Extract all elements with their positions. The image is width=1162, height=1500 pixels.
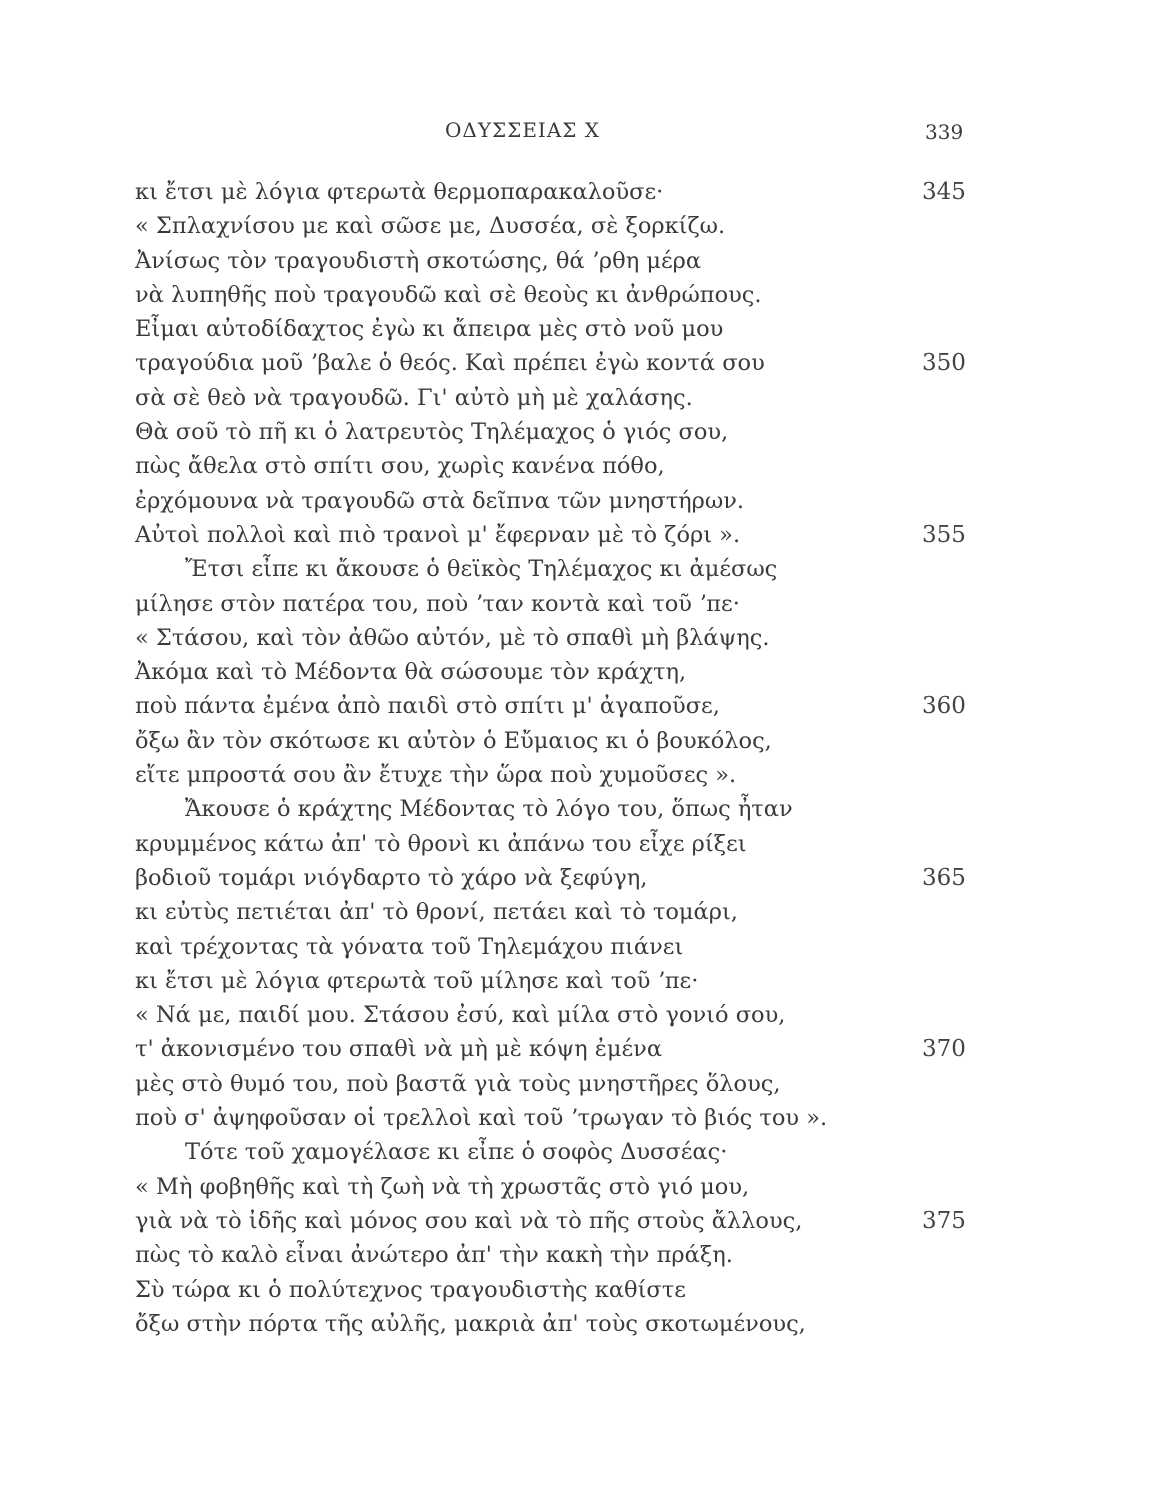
verse-line	[135, 1101, 975, 1135]
verse-text: Σὺ τώρα κι ὁ πολύτεχνος τραγουδιστὴς καθίστε	[135, 1276, 686, 1303]
verse-text: Τότε τοῦ χαμογέλασε κι εἶπε ὁ σοφὸς Δυσσέας·	[185, 1139, 728, 1166]
verse-text: ποὺ σ' ἀψηφοῦσαν οἱ τρελλοὶ καὶ τοῦ ʼτρωγαν τὸ βιός του ».	[135, 1105, 828, 1132]
verse-line	[135, 175, 975, 209]
line-number: 350	[922, 350, 966, 377]
verse-line	[135, 1170, 975, 1204]
verse-line	[135, 244, 975, 278]
verse-text: ὄξω στὴν πόρτα τῆς αὐλῆς, μακριὰ ἀπ' τοὺς σκοτωμένους,	[135, 1310, 806, 1337]
verse-text: πὼς τὸ καλὸ εἶναι ἀνώτερο ἀπ' τὴν κακὴ τὴν πράξη.	[135, 1242, 733, 1269]
verse-text: τ' ἀκονισμένο του σπαθὶ νὰ μὴ μὲ κόψη ἐμένα	[135, 1036, 663, 1063]
verse-text: πὼς ἄθελα στὸ σπίτι σου, χωρὶς κανένα πόθο,	[135, 453, 665, 480]
verse-text: Ἀνίσως τὸν τραγουδιστὴ σκοτώσης, θά ʼρθη μέρα	[135, 247, 702, 274]
verse-line	[135, 861, 975, 895]
verse-line	[135, 827, 975, 861]
verse-text: « Νά με, παιδί μου. Στάσου ἐσύ, καὶ μίλα στὸ γονιό σου,	[135, 1002, 786, 1029]
verse-line	[135, 381, 975, 415]
verse-text: Εἶμαι αὐτοδίδαχτος ἐγὼ κι ἄπειρα μὲς στὸ νοῦ μου	[135, 316, 724, 343]
verse-text: κι ἔτσι μὲ λόγια φτερωτὰ τοῦ μίλησε καὶ τοῦ ʼπε·	[135, 967, 699, 994]
verse-line	[135, 792, 975, 826]
line-number: 355	[922, 521, 966, 548]
verse-line	[135, 1135, 975, 1169]
verse-text: εἴτε μπροστά σου ἂν ἔτυχε τὴν ὥρα ποὺ χυμοῦσες ».	[135, 762, 737, 789]
verse-text: Αὐτοὶ πολλοὶ καὶ πιὸ τρανοὶ μ' ἔφερναν μὲ τὸ ζόρι ».	[135, 521, 741, 548]
verse-text: ποὺ πάντα ἐμένα ἀπὸ παιδὶ στὸ σπίτι μ' ἀγαποῦσε,	[135, 693, 720, 720]
verse-line	[135, 1238, 975, 1272]
verse-text: « Μὴ φοβηθῆς καὶ τὴ ζωὴ νὰ τὴ χρωστᾶς στὸ γιό μου,	[135, 1173, 750, 1200]
verse-text: μὲς στὸ θυμό του, ποὺ βαστᾶ γιὰ τοὺς μνηστῆρες ὅλους,	[135, 1070, 781, 1097]
verse-line	[135, 621, 975, 655]
verse-text: ἐρχόμουνα νὰ τραγουδῶ στὰ δεῖπνα τῶν μνηστήρων.	[135, 487, 745, 514]
verse-block	[135, 175, 975, 1341]
verse-text: βοδιοῦ τομάρι νιόγδαρτο τὸ χάρο νὰ ξεφύγη,	[135, 864, 648, 891]
verse-text: Ἔτσι εἶπε κι ἄκουσε ὁ θεϊκὸς Τηλέμαχος κι ἀμέσως	[185, 556, 778, 583]
verse-text: μίλησε στὸν πατέρα του, ποὺ ʼταν κοντὰ καὶ τοῦ ʼπε·	[135, 590, 740, 617]
verse-line	[135, 1032, 975, 1066]
running-head	[0, 118, 1162, 148]
verse-line	[135, 415, 975, 449]
verse-line	[135, 484, 975, 518]
verse-line	[135, 998, 975, 1032]
verse-text: Ἀκόμα καὶ τὸ Μέδοντα θὰ σώσουμε τὸν κράχτη,	[135, 659, 687, 686]
verse-line	[135, 758, 975, 792]
verse-line	[135, 449, 975, 483]
verse-line	[135, 1067, 975, 1101]
verse-line	[135, 1273, 975, 1307]
verse-text: κι εὐτὺς πετιέται ἀπ' τὸ θρονί, πετάει καὶ τὸ τομάρι,	[135, 899, 738, 926]
line-number: 345	[922, 179, 966, 205]
verse-text: Θὰ σοῦ τὸ πῆ κι ὁ λατρευτὸς Τηλέμαχος ὁ γιός σου,	[135, 419, 729, 446]
verse-line	[135, 1307, 975, 1341]
verse-text: κι ἔτσι μὲ λόγια φτερωτὰ θερμοπαρακαλοῦσε·	[135, 179, 664, 205]
verse-line	[135, 1204, 975, 1238]
verse-line	[135, 689, 975, 723]
verse-text: νὰ λυπηθῆς ποὺ τραγουδῶ καὶ σὲ θεοὺς κι ἀνθρώπους.	[135, 281, 762, 308]
verse-line	[135, 209, 975, 243]
verse-line	[135, 518, 975, 552]
verse-line	[135, 312, 975, 346]
verse-text: « Σπλαχνίσου με καὶ σῶσε με, Δυσσέα, σὲ ξορκίζω.	[135, 213, 726, 240]
verse-text: τραγούδια μοῦ ʼβαλε ὁ θεός. Καὶ πρέπει ἐγὼ κοντά σου	[135, 350, 765, 377]
verse-line	[135, 895, 975, 929]
verse-line	[135, 930, 975, 964]
verse-text: γιὰ νὰ τὸ ἰδῆς καὶ μόνος σου καὶ νὰ τὸ πῆς στοὺς ἄλλους,	[135, 1207, 803, 1234]
verse-text: Ἄκουσε ὁ κράχτης Μέδοντας τὸ λόγο του, ὅπως ἦταν	[185, 796, 793, 823]
verse-line	[135, 724, 975, 758]
verse-text: κρυμμένος κάτω ἀπ' τὸ θρονὶ κι ἀπάνω του εἶχε ρίξει	[135, 830, 747, 857]
verse-text: καὶ τρέχοντας τὰ γόνατα τοῦ Τηλεμάχου πιάνει	[135, 933, 684, 960]
verse-line	[135, 587, 975, 621]
verse-line	[135, 552, 975, 586]
verse-text: σὰ σὲ θεὸ νὰ τραγουδῶ. Γι' αὐτὸ μὴ μὲ χαλάσης.	[135, 384, 693, 411]
verse-line	[135, 346, 975, 380]
page-number: 339	[925, 120, 964, 144]
line-number: 375	[922, 1207, 966, 1234]
line-number: 370	[922, 1036, 966, 1063]
verse-line	[135, 278, 975, 312]
line-number: 365	[922, 864, 966, 891]
running-title: ΟΔΥΣΣΕΙΑΣ Χ	[445, 118, 601, 142]
verse-text: « Στάσου, καὶ τὸν ἀθῶο αὐτόν, μὲ τὸ σπαθὶ μὴ βλάψης.	[135, 624, 770, 651]
verse-line	[135, 964, 975, 998]
line-number: 360	[922, 693, 966, 720]
verse-text: ὄξω ἂν τὸν σκότωσε κι αὐτὸν ὁ Εὔμαιος κι ὁ βουκόλος,	[135, 727, 772, 754]
verse-line	[135, 655, 975, 689]
